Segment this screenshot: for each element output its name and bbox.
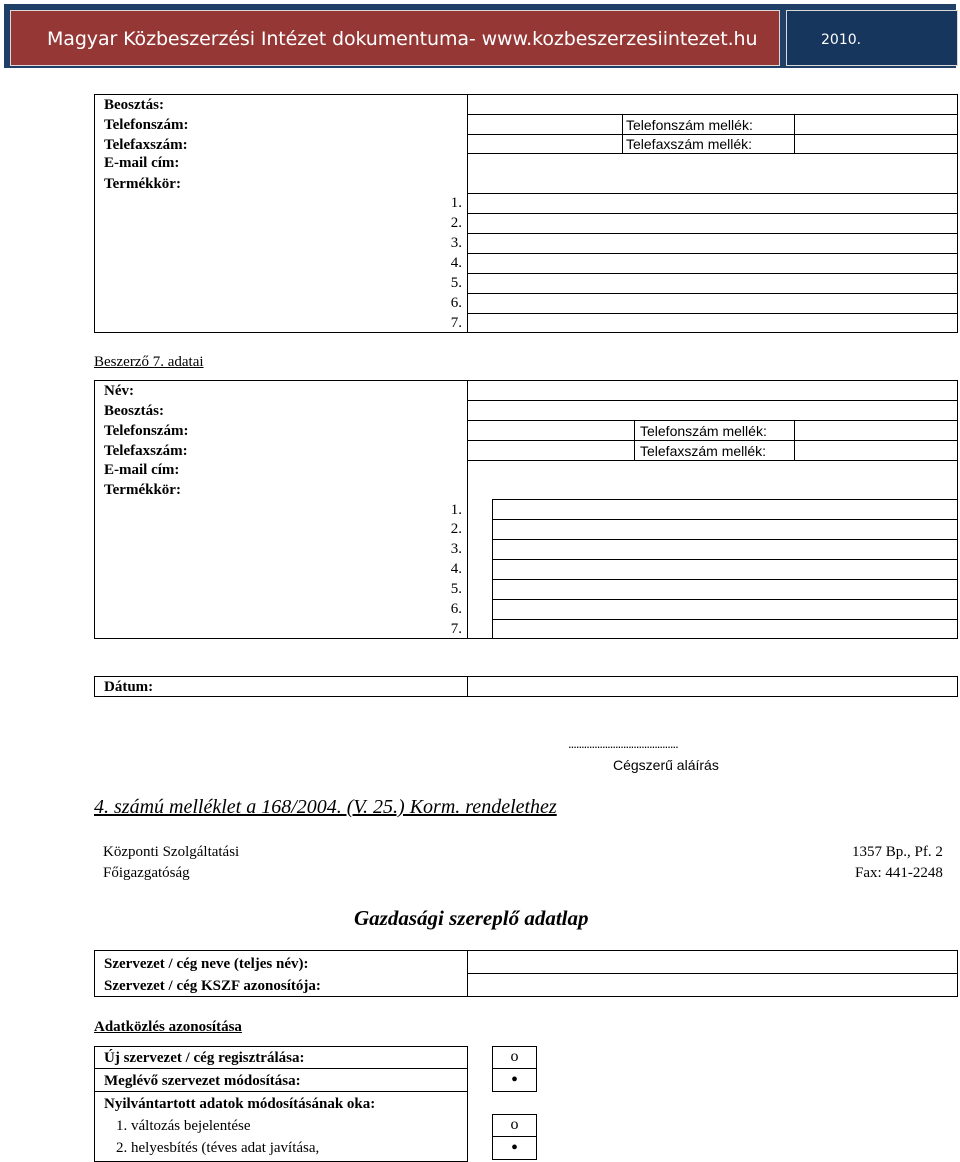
org-kszf-label: Szervezet / cég KSZF azonosítója: [104,978,321,994]
org-kszf-field[interactable] [468,974,957,996]
date-field[interactable] [467,676,958,697]
adatkozles-heading: Adatközlés azonosítása [94,1019,242,1035]
row-line [467,400,958,401]
form-title: Gazdasági szereplő adatlap [354,906,589,930]
label-telefonszam: Telefonszám: [104,423,189,439]
modify-org-radio[interactable] [492,1068,537,1092]
num-7: 7. [450,621,462,637]
office-name-line2: Főigazgatóság [103,865,190,881]
label-termekkor: Termékkör: [104,482,181,498]
reason-label: Nyilvántartott adatok módosításának oka: [104,1096,376,1112]
ext-divider [794,420,795,460]
num-7: 7. [450,315,462,331]
row-line [94,1091,468,1092]
termekkor-field-3[interactable] [467,233,958,254]
num-6: 6. [450,295,462,311]
num-4: 4. [450,561,462,577]
org-name-label: Szervezet / cég neve (teljes név): [104,956,309,972]
termekkor-field-5[interactable] [467,273,958,294]
label-beosztas: Beosztás: [104,403,164,419]
num-2: 2. [450,521,462,537]
header-title-panel [10,10,780,66]
reason-1-radio[interactable] [492,1114,537,1137]
header-year: 2010. [821,32,862,48]
label-beosztas: Beosztás: [104,97,164,113]
termekkor-field-3[interactable] [492,539,958,560]
ext-divider [794,114,795,153]
termekkor-field-2[interactable] [492,519,958,540]
annex-title: 4. számú melléklet a 168/2004. (V. 25.) Korm. rendelethez [94,796,557,818]
termekkor-field-4[interactable] [492,559,958,580]
buyer-7-heading: Beszerző 7. adatai [94,354,204,370]
new-org-label: Új szervezet / cég regisztrálása: [104,1050,305,1066]
phone-ext-label: Telefonszám mellék: [626,117,753,133]
radio-selected-icon: • [510,1137,518,1159]
new-org-radio[interactable] [492,1046,537,1069]
label-email: E-mail cím: [104,462,180,478]
termekkor-field-7[interactable] [492,619,958,639]
radio-empty-icon: o [510,1048,519,1065]
office-fax: Fax: 441-2248 [855,865,943,881]
num-5: 5. [450,581,462,597]
buyer-7-divider [467,380,468,639]
document-header [4,4,956,68]
org-name-field[interactable] [468,951,957,973]
num-5: 5. [450,275,462,291]
num-1: 1. [450,195,462,211]
label-nev: Név: [104,383,134,399]
reason-2-label: 2. helyesbítés (téves adat javítása, [116,1140,320,1156]
num-3: 3. [450,235,462,251]
termekkor-field-2[interactable] [467,213,958,234]
num-6: 6. [450,601,462,617]
radio-empty-icon: o [510,1116,519,1133]
num-1: 1. [450,502,462,518]
termekkor-field-1[interactable] [467,193,958,214]
label-telefaxszam: Telefaxszám: [104,443,188,459]
phone-ext-label: Telefonszám mellék: [640,423,767,439]
header-year-panel [786,10,958,66]
row-line [94,1068,468,1069]
label-telefonszam: Telefonszám: [104,117,189,133]
modify-org-label: Meglévő szervezet módosítása: [104,1073,301,1089]
reason-1-label: 1. változás bejelentése [116,1118,251,1134]
ext-divider [634,420,635,460]
signature-line: .......................................... [568,736,678,751]
radio-selected-icon: • [510,1069,518,1091]
fax-ext-label: Telefaxszám mellék: [626,136,753,152]
termekkor-field-4[interactable] [467,253,958,274]
ext-divider [622,114,623,153]
office-name-line1: Központi Szolgáltatási [103,844,240,860]
termekkor-field-7[interactable] [467,313,958,333]
num-4: 4. [450,255,462,271]
num-2: 2. [450,215,462,231]
signature-label: Cégszerű aláírás [613,757,719,773]
header-title: Magyar Közbeszerzési Intézet dokumentuma- www.kozbeszerzesiintezet.hu [47,28,758,50]
num-3: 3. [450,541,462,557]
label-telefaxszam: Telefaxszám: [104,137,188,153]
reason-2-radio[interactable] [492,1136,537,1160]
label-termekkor: Termékkör: [104,176,181,192]
termekkor-field-6[interactable] [467,293,958,314]
termekkor-field-1[interactable] [492,499,958,520]
fax-ext-label: Telefaxszám mellék: [640,443,767,459]
label-email: E-mail cím: [104,155,180,171]
date-label: Dátum: [104,679,154,695]
termekkor-field-6[interactable] [492,599,958,620]
termekkor-field-5[interactable] [492,579,958,600]
office-address: 1357 Bp., Pf. 2 [852,844,943,860]
